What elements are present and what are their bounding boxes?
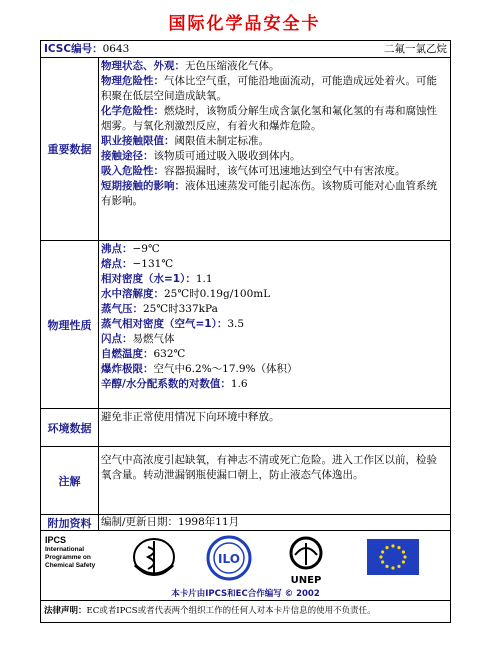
- credit-line: 本卡片由IPCS和EC合作编写 © 2002: [171, 589, 320, 599]
- property-value: −131℃: [132, 258, 174, 270]
- safety-card: [40, 40, 451, 623]
- card-header: [41, 41, 450, 58]
- property-line: [101, 347, 447, 362]
- who-emblem-icon: [131, 537, 177, 581]
- property-value: 燃烧时，该物质分解生成含氯化氢和氟化氢的有毒和腐蚀性烟雾。与氧化剂激烈反应，有着火和爆炸危险。: [101, 105, 437, 132]
- environment-section: [41, 409, 450, 447]
- property-value: 无色压缩液化气体。: [185, 60, 280, 72]
- section-label: 环境数据: [41, 409, 99, 446]
- property-line: [101, 287, 447, 302]
- property-value: 1.6: [230, 378, 248, 390]
- legal-statement: 法律声明：EC或者IPCS或者代表两个组织工作的任何人对本卡片信息的使用不负责任。: [44, 606, 376, 616]
- property-line: [101, 377, 447, 392]
- property-value: 1.1: [195, 273, 213, 285]
- ilo-emblem-icon: [206, 535, 252, 581]
- property-key: 职业接触限值：: [101, 135, 175, 147]
- property-line: [101, 59, 447, 74]
- property-line: [101, 332, 447, 347]
- property-key: 闪点：: [101, 333, 133, 345]
- property-value: 阈限值未制定标准。: [174, 135, 269, 147]
- physical-properties-section: [41, 241, 450, 409]
- important-data-content: [101, 59, 447, 209]
- section-label: 附加资料: [41, 515, 99, 530]
- property-key: 吸入危险性：: [101, 165, 164, 177]
- property-value: −9℃: [132, 243, 160, 255]
- property-line: [101, 362, 447, 377]
- notes-text: 空气中高浓度引起缺氧，有神志不清或死亡危险。进入工作区以前，检验氧含量。转动泄漏钢瓶使漏口朝上，防止液态气体逸出。: [101, 454, 437, 481]
- property-line: [101, 134, 447, 149]
- property-line: [101, 74, 447, 104]
- property-line: [101, 179, 447, 209]
- property-key: 蒸气相对密度（空气=1）：: [101, 318, 228, 330]
- section-label: 注解: [41, 447, 99, 514]
- unep-emblem-icon: [281, 535, 331, 575]
- property-key: 辛醇/水分配系数的对数值：: [101, 378, 231, 390]
- unep-label: UNEP: [290, 575, 322, 586]
- card-title: 国际化学品安全卡: [168, 14, 321, 34]
- property-value: 25℃时0.19g/100mL: [164, 288, 271, 300]
- property-key: 相对密度（水=1）：: [101, 273, 196, 285]
- property-key: 熔点：: [101, 258, 133, 270]
- additional-text: 编制/更新日期：1998年11月: [101, 516, 240, 528]
- property-line: [101, 164, 447, 179]
- environment-text: 避免非正常使用情况下向环境中释放。: [101, 411, 280, 423]
- property-key: 自燃温度：: [101, 348, 154, 360]
- property-line: [101, 257, 447, 272]
- property-key: 爆炸极限：: [101, 363, 154, 375]
- property-key: 短期接触的影响：: [101, 180, 185, 192]
- property-value: 液体迅速蒸发可能引起冻伤。该物质可能对心血管系统有影响。: [101, 180, 437, 207]
- section-label: 重要数据: [41, 58, 99, 240]
- property-key: 接触途径：: [101, 150, 154, 162]
- additional-section: [41, 515, 450, 531]
- svg-text:ILO: ILO: [218, 552, 240, 566]
- property-value: 25℃时337kPa: [143, 303, 218, 315]
- important-data-section: [41, 58, 450, 241]
- property-key: 水中溶解度：: [101, 288, 164, 300]
- property-line: [101, 149, 447, 164]
- property-line: [101, 272, 447, 287]
- logos-row: [41, 531, 450, 601]
- section-label: 物理性质: [41, 241, 99, 408]
- icsc-code: ICSC编号：0643: [44, 43, 130, 55]
- property-value: 易燃气体: [132, 333, 175, 345]
- property-value: 该物质可通过吸入吸收到体内。: [153, 150, 301, 162]
- property-value: 632℃: [153, 348, 186, 360]
- property-value: 3.5: [227, 318, 245, 330]
- property-value: 容器损漏时，该气体可迅速地达到空气中有害浓度。: [164, 165, 406, 177]
- chemical-name: 二氟一氯乙烷: [384, 43, 447, 55]
- eu-flag-icon: [367, 539, 419, 575]
- property-line: [101, 317, 447, 332]
- property-line: [101, 104, 447, 134]
- property-key: 沸点：: [101, 243, 133, 255]
- property-key: 蒸气压：: [101, 303, 143, 315]
- property-line: [101, 302, 447, 317]
- ipcs-logo: IPCS International Programme on Chemical Safety: [45, 535, 96, 569]
- property-key: 化学危险性：: [101, 105, 164, 117]
- property-key: 物理状态、外观：: [101, 60, 185, 72]
- property-key: 物理危险性：: [101, 75, 164, 87]
- property-line: [101, 242, 447, 257]
- property-value: 空气中6.2%～17.9%（体积）: [153, 363, 298, 375]
- property-value: 气体比空气重，可能沿地面流动，可能造成远处着火。可能积聚在低层空间造成缺氧。: [101, 75, 437, 102]
- notes-section: [41, 447, 450, 515]
- physical-properties-content: [101, 242, 447, 392]
